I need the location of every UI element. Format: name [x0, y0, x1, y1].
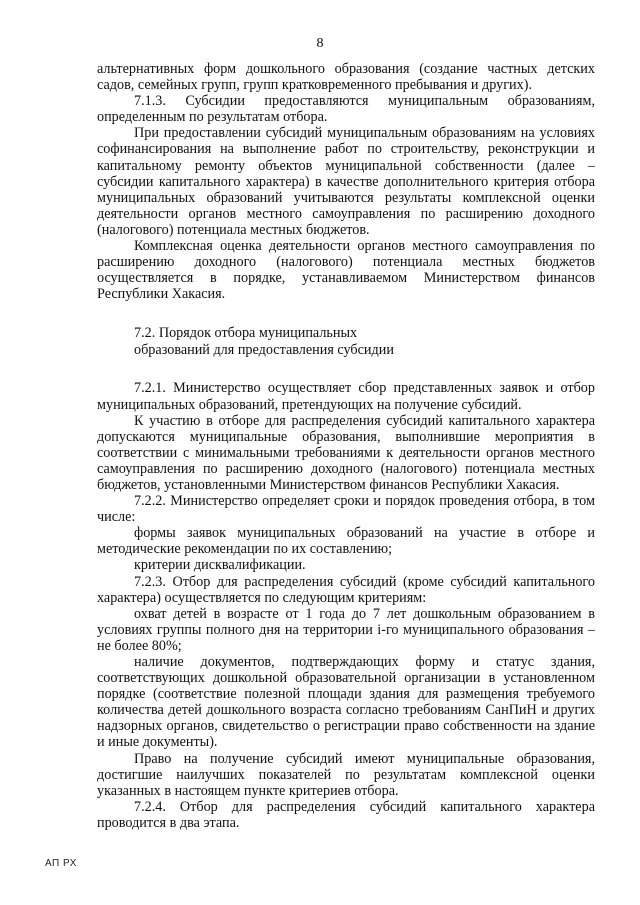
spacer [97, 302, 595, 325]
paragraph: 7.2.2. Министерство определяет сроки и порядок проведения отбора, в том числе: [97, 493, 595, 526]
page-number: 8 [316, 36, 324, 51]
section-heading-line: образований для предоставления субсидии [134, 342, 394, 359]
spacer [97, 359, 595, 380]
document-body [97, 61, 595, 831]
paragraph: 7.1.3. Субсидии предоставляются муниципальным образованиям, определенным по результатам отбора. [97, 93, 595, 126]
paragraph: Право на получение субсидий имеют муниципальные образования, достигшие наилучших показателей по результатам комплексной оценки указанных в настоящем пункте критериев отбора. [97, 750, 595, 799]
paragraph: При предоставлении субсидий муниципальным образованиям на условиях софинансирования на выполнение работ по строительству, реконструкции и капитальному ремонту объектов муниципальной собственности (далее – субсидии капитального характера) в качестве дополнительного критерия отбора муниципальных образований учитываются результаты комплексной оценки деятельности органов местного самоуправления по расширению доходного (налогового) потенциала местных бюджетов. [97, 125, 595, 238]
footer-mark: АП РХ [45, 858, 77, 869]
section-heading [97, 325, 595, 359]
paragraph: охват детей в возрасте от 1 года до 7 лет дошкольным образованием в условиях группы полного дня на территории i-го муниципального образования – не более 80%; [97, 605, 595, 654]
paragraph: К участию в отборе для распределения субсидий капитального характера допускаются муниципальные образования, выполнившие мероприятия в соответствии с минимальными требованиями к деятельности органов местного самоуправления по расширению доходного (налогового) потенциала местных бюджетов, установленными Министерством финансов Республики Хакасия. [97, 412, 595, 493]
paragraph: наличие документов, подтверждающих форму и статус здания, соответствующих дошкольной образовательной организации в установленном порядке (соответствие полезной площади здания для размещения требуемого количества детей дошкольного возраста согласно требованиям СанПиН и других надзорных органов, свидетельство о регистрации право собственности на здание и иные документы). [97, 654, 595, 751]
section-heading-line: 7.2. Порядок отбора муниципальных [134, 325, 358, 342]
paragraph: 7.2.3. Отбор для распределения субсидий (кроме субсидий капитального характера) осуществляется по следующим критериям: [97, 573, 595, 606]
paragraph: 7.2.4. Отбор для распределения субсидий капитального характера проводится в два этапа. [97, 798, 595, 831]
paragraph: 7.2.1. Министерство осуществляет сбор представленных заявок и отбор муниципальных образований, претендующих на получение субсидий. [97, 380, 595, 413]
paragraph: критерии дисквалификации. [134, 557, 306, 574]
paragraph: формы заявок муниципальных образований на участие в отборе и методические рекомендации по их составлению; [97, 525, 595, 558]
paragraph: Комплексная оценка деятельности органов местного самоуправления по расширению доходного (налогового) потенциала местных бюджетов осуществляется в порядке, устанавливаемом Министерством финансов Республики Хакасия. [97, 238, 595, 303]
paragraph: альтернативных форм дошкольного образования (создание частных детских садов, семейных групп, групп кратковременного пребывания и других). [97, 61, 595, 94]
